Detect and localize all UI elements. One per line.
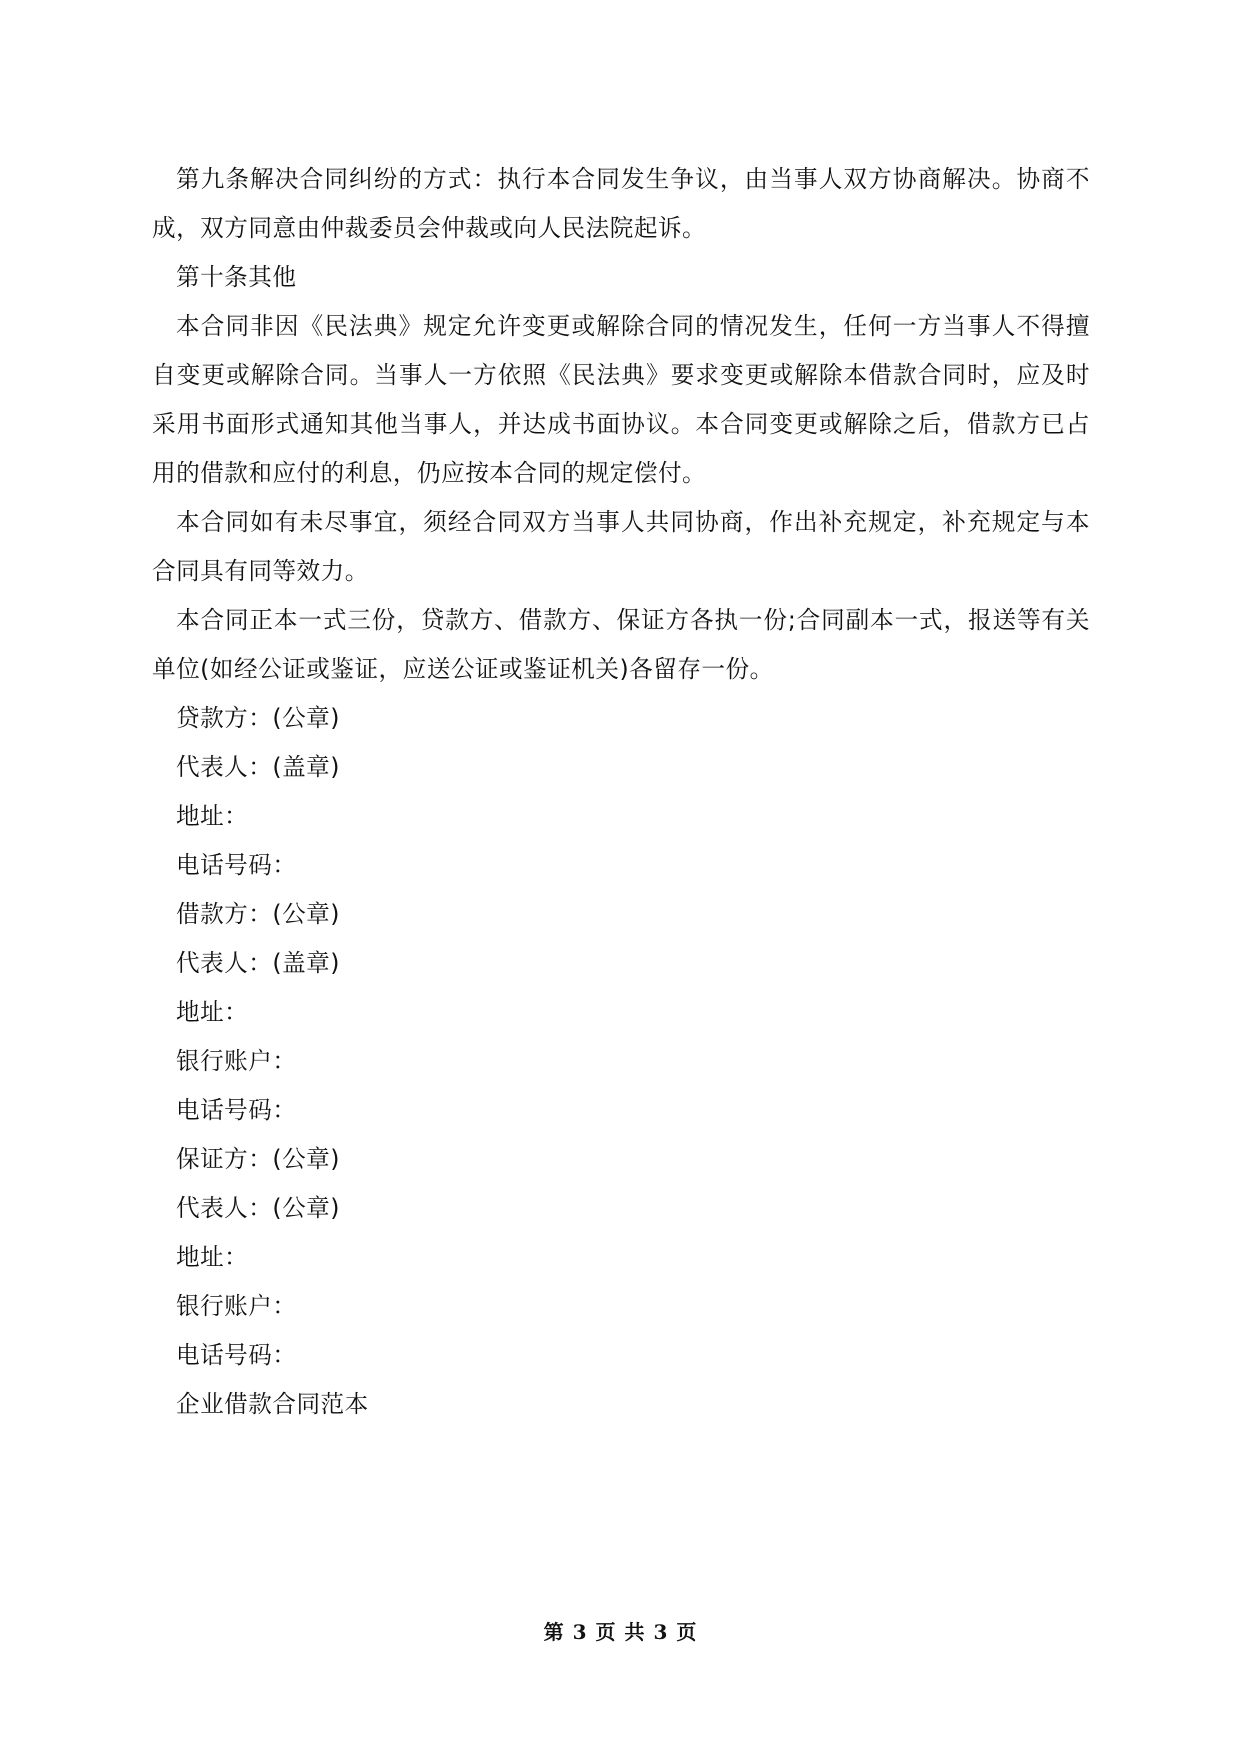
paragraph-supplementary-provisions: 本合同如有未尽事宜，须经合同双方当事人共同协商，作出补充规定，补充规定与本合同具有同等效力。 bbox=[152, 508, 1090, 585]
borrower-address-line: 地址： bbox=[176, 998, 249, 1026]
guarantor-bank-account-line: 银行账户： bbox=[176, 1292, 297, 1320]
guarantor-phone-line: 电话号码： bbox=[176, 1341, 297, 1369]
document-body bbox=[152, 155, 1090, 1429]
borrower-seal-line: 借款方：(公章) bbox=[176, 900, 340, 928]
clause-9-dispute-resolution: 第九条解决合同纠纷的方式：执行本合同发生争议，由当事人双方协商解决。协商不成，双方同意由仲裁委员会仲裁或向人民法院起诉。 bbox=[152, 165, 1090, 242]
lender-address-line: 地址： bbox=[176, 802, 249, 830]
paragraph-copies: 本合同正本一式三份，贷款方、借款方、保证方各执一份;合同副本一式，报送等有关单位(如经公证或鉴证，应送公证或鉴证机关)各留存一份。 bbox=[152, 606, 1090, 683]
paragraph-contract-modification: 本合同非因《民法典》规定允许变更或解除合同的情况发生，任何一方当事人不得擅自变更或解除合同。当事人一方依照《民法典》要求变更或解除本借款合同时，应及时采用书面形式通知其他当事人，并达成书面协议。本合同变更或解除之后，借款方已占用的借款和应付的利息，仍应按本合同的规定偿付。 bbox=[152, 312, 1090, 487]
lender-seal-line: 贷款方：(公章) bbox=[176, 704, 340, 732]
borrower-phone-line: 电话号码： bbox=[176, 1096, 297, 1124]
clause-10-heading: 第十条其他 bbox=[176, 263, 297, 291]
lender-phone-line: 电话号码： bbox=[176, 851, 297, 879]
lender-representative-line: 代表人：(盖章) bbox=[176, 753, 340, 781]
borrower-representative-line: 代表人：(盖章) bbox=[176, 949, 340, 977]
guarantor-seal-line: 保证方：(公章) bbox=[176, 1145, 340, 1173]
borrower-bank-account-line: 银行账户： bbox=[176, 1047, 297, 1075]
page-number-footer: 第 3 页 共 3 页 bbox=[543, 1620, 698, 1644]
guarantor-representative-line: 代表人：(公章) bbox=[176, 1194, 340, 1222]
guarantor-address-line: 地址： bbox=[176, 1243, 249, 1271]
template-title-line: 企业借款合同范本 bbox=[176, 1390, 369, 1418]
